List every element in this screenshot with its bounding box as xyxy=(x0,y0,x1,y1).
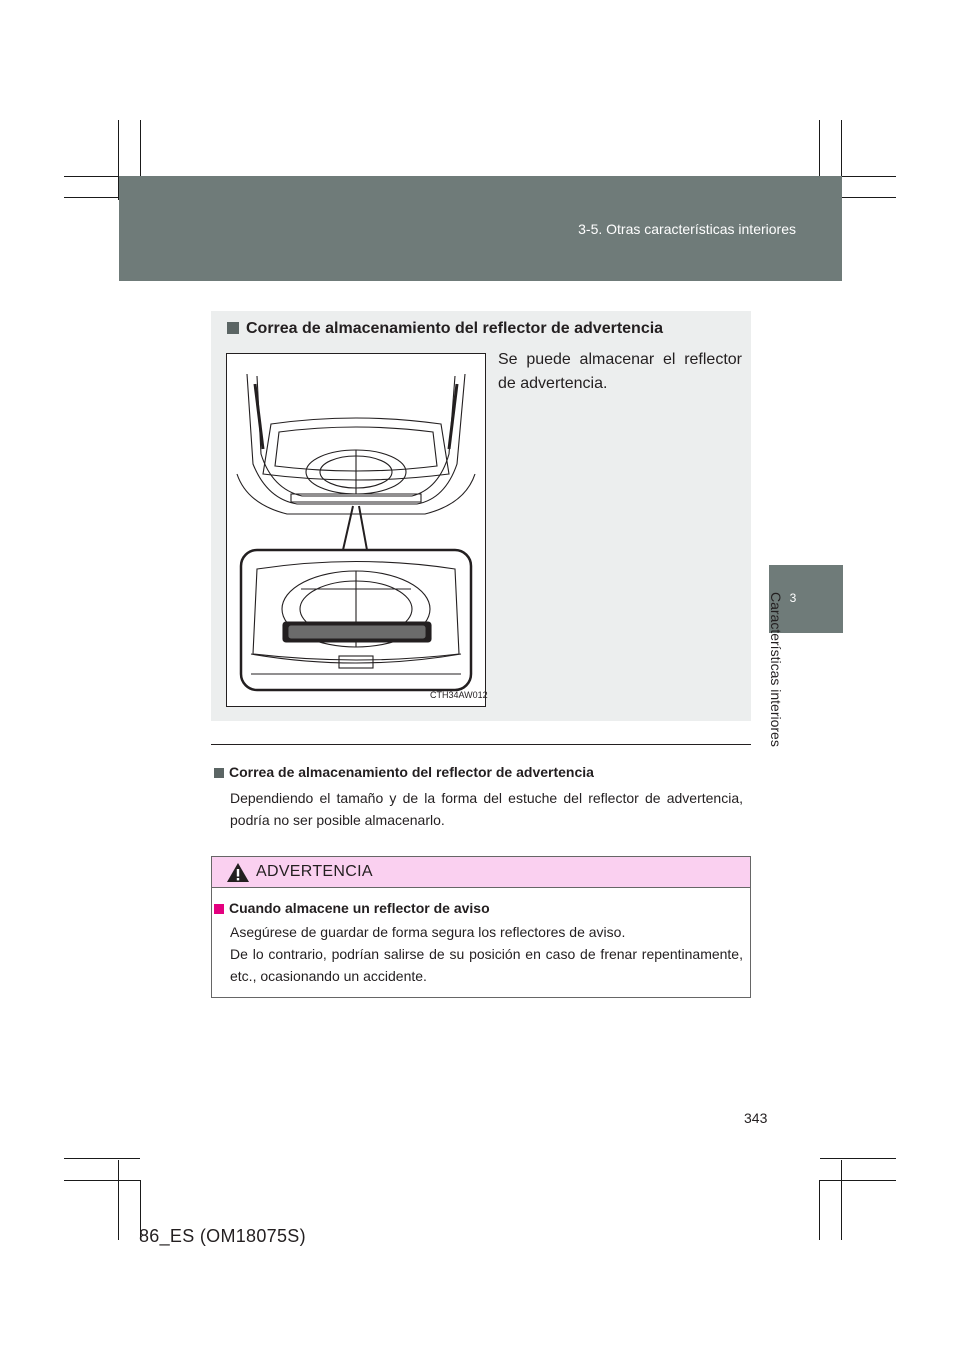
note-heading xyxy=(214,764,594,780)
warning-subheading-text: Cuando almacene un reflector de aviso xyxy=(229,900,490,916)
feature-description: Se puede almacenar el reflector de advertencia. xyxy=(498,351,742,392)
note-heading-text: Correa de almacenamiento del reflector de advertencia xyxy=(229,764,594,780)
chapter-title: Características interiores xyxy=(768,592,784,747)
warning-title: ADVERTENCIA xyxy=(256,863,373,880)
crop-mark xyxy=(64,1180,140,1181)
document-code: 86_ES (OM18075S) xyxy=(139,1226,306,1246)
warning-text xyxy=(230,921,743,987)
warning-line-1: Asegúrese de guardar de forma segura los reflectores de aviso. xyxy=(230,924,626,940)
crop-mark xyxy=(841,1160,842,1240)
figure-code: CTH34AW012 xyxy=(430,690,488,700)
crop-mark xyxy=(64,1158,140,1159)
trunk-illustration xyxy=(226,353,486,707)
feature-heading-text: Correa de almacenamiento del reflector de advertencia xyxy=(246,320,664,337)
crop-mark xyxy=(819,1180,820,1240)
page-number: 343 xyxy=(744,1110,768,1126)
crop-mark xyxy=(820,1180,896,1181)
warning-subheading xyxy=(214,900,490,916)
crop-mark xyxy=(118,1160,119,1240)
warning-line-2: De lo contrario, podrían salirse de su posición en caso de frenar repentinamente, etc., ocasionando un accidente. xyxy=(230,946,743,984)
square-bullet-icon xyxy=(227,322,239,334)
trunk-drawing xyxy=(227,354,485,706)
feature-heading xyxy=(227,320,663,338)
square-bullet-icon xyxy=(214,904,224,914)
warning-triangle-icon xyxy=(226,862,250,888)
divider xyxy=(211,744,751,745)
square-bullet-icon xyxy=(214,768,224,778)
section-title: 3-5. Otras características interiores xyxy=(578,221,796,237)
chapter-number: 3 xyxy=(789,591,797,605)
crop-mark xyxy=(820,1158,896,1159)
note-text: Dependiendo el tamaño y de la forma del estuche del reflector de advertencia, podría no ser posible almacenarlo. xyxy=(230,790,743,828)
